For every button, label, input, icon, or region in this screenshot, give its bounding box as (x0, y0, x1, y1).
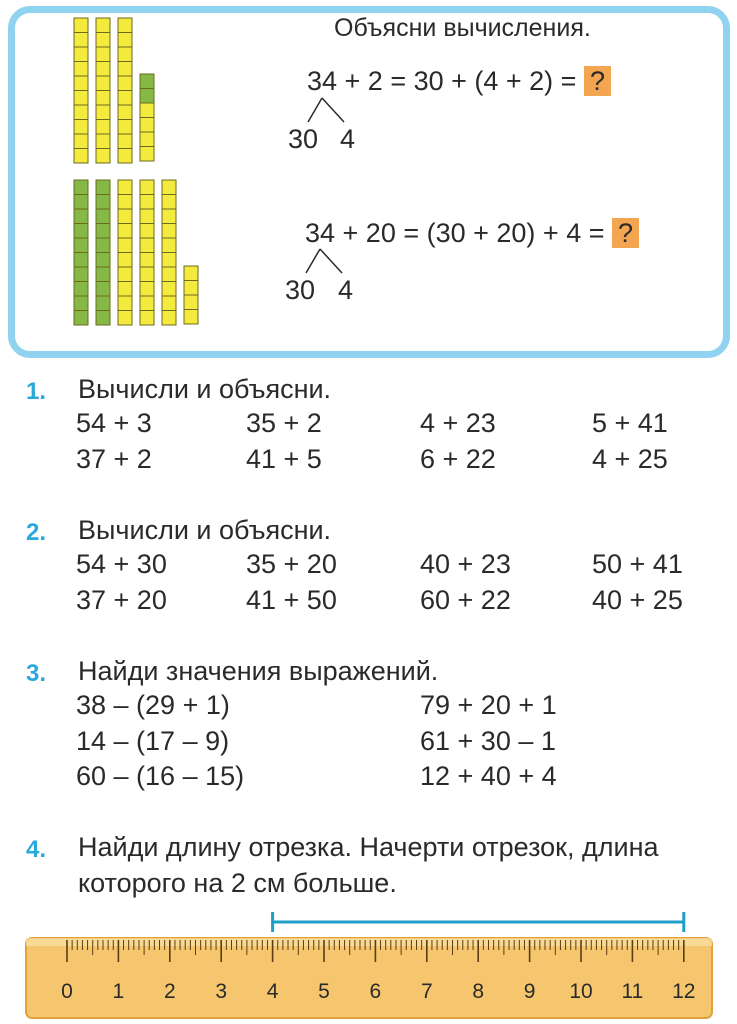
ten-block-yellow (96, 18, 110, 163)
ten-block-yellow (140, 180, 154, 325)
task-3-expr: 38 – (29 + 1) (76, 690, 230, 720)
task-1-expr: 5 + 41 (592, 408, 668, 438)
ten-block-yellow (162, 180, 176, 325)
task-3-expr: 61 + 30 – 1 (420, 726, 556, 756)
task-1-expr: 35 + 2 (246, 408, 322, 438)
equation-1 (307, 66, 611, 97)
equation-1-text: 34 + 2 = 30 + (4 + 2) = (307, 66, 577, 96)
ruler-label: 10 (569, 980, 593, 1003)
task-1-text: Вычисли и объясни. (78, 374, 332, 404)
ruler-label: 2 (163, 980, 176, 1003)
unit-blocks-yellow (184, 266, 198, 324)
ruler-label: 12 (672, 980, 696, 1003)
task-1-expr: 54 + 3 (76, 408, 152, 438)
task-2-text: Вычисли и объясни. (78, 515, 332, 545)
equation-2-split-tens: 30 (285, 275, 316, 305)
task-3-text: Найди значения выражений. (78, 656, 439, 686)
task-3-expr: 79 + 20 + 1 (420, 690, 557, 720)
blocks-34-plus-2 (74, 18, 154, 163)
equation-1-split-units: 4 (340, 124, 356, 154)
equation-1-split-tens: 30 (288, 124, 319, 154)
equation-2-answer-box: ? (612, 218, 639, 248)
ruler-label: 0 (61, 980, 73, 1003)
task-2-expr: 37 + 20 (76, 585, 167, 615)
ten-block-yellow (74, 18, 88, 163)
ruler-label: 11 (621, 980, 644, 1003)
ten-block-green (96, 180, 110, 325)
intro-title: Объясни вычисления. (334, 14, 591, 42)
task-3-expr: 14 – (17 – 9) (76, 726, 230, 756)
measured-segment (273, 912, 684, 932)
task-3-expr: 60 – (16 – 15) (76, 761, 245, 791)
task-2-expr: 35 + 20 (246, 549, 337, 579)
ruler-label: 6 (369, 980, 382, 1003)
task-4-number: 4. (26, 836, 47, 863)
equation-2 (305, 218, 639, 249)
equation-1-answer-box: ? (584, 66, 611, 96)
ten-block-green (74, 180, 88, 325)
unit-blocks-yellow (140, 103, 154, 161)
ruler-label: 5 (318, 980, 330, 1003)
blocks-34-plus-20 (74, 180, 198, 325)
task-1-number: 1. (26, 378, 47, 405)
ten-block-yellow (118, 18, 132, 163)
ruler-label: 1 (112, 980, 125, 1003)
task-2-expr: 40 + 23 (420, 549, 511, 579)
task-2-expr: 50 + 41 (592, 549, 683, 579)
task-2-expr: 60 + 22 (420, 585, 511, 615)
task-1-expr: 37 + 2 (76, 444, 152, 474)
place-value-blocks-illustration (0, 0, 737, 350)
task-3-expr: 12 + 40 + 4 (420, 761, 557, 791)
task-1-expr: 4 + 23 (420, 408, 496, 438)
task-4-text-line1: Найди длину отрезка. Начерти отрезок, длина (78, 832, 659, 862)
unit-blocks-green (140, 74, 154, 103)
task-2-expr: 41 + 50 (246, 585, 337, 615)
task-2-expr: 54 + 30 (76, 549, 167, 579)
task-2-expr: 40 + 25 (592, 585, 683, 615)
ruler-label: 3 (215, 980, 228, 1003)
ruler-label: 9 (523, 980, 536, 1003)
ruler-label: 8 (472, 980, 485, 1003)
task-2-number: 2. (26, 519, 47, 546)
ten-block-yellow (118, 180, 132, 325)
equation-2-text: 34 + 20 = (30 + 20) + 4 = (305, 218, 605, 248)
task-1-expr: 41 + 5 (246, 444, 322, 474)
task-3-number: 3. (26, 660, 47, 687)
equation-2-split-units: 4 (338, 275, 354, 305)
ruler-label: 4 (266, 980, 279, 1003)
task-4-text-line2: которого на 2 см больше. (78, 868, 397, 898)
ruler-illustration (0, 900, 737, 1024)
task-1-expr: 4 + 25 (592, 444, 668, 474)
ruler-label: 7 (420, 980, 433, 1003)
task-1-expr: 6 + 22 (420, 444, 496, 474)
